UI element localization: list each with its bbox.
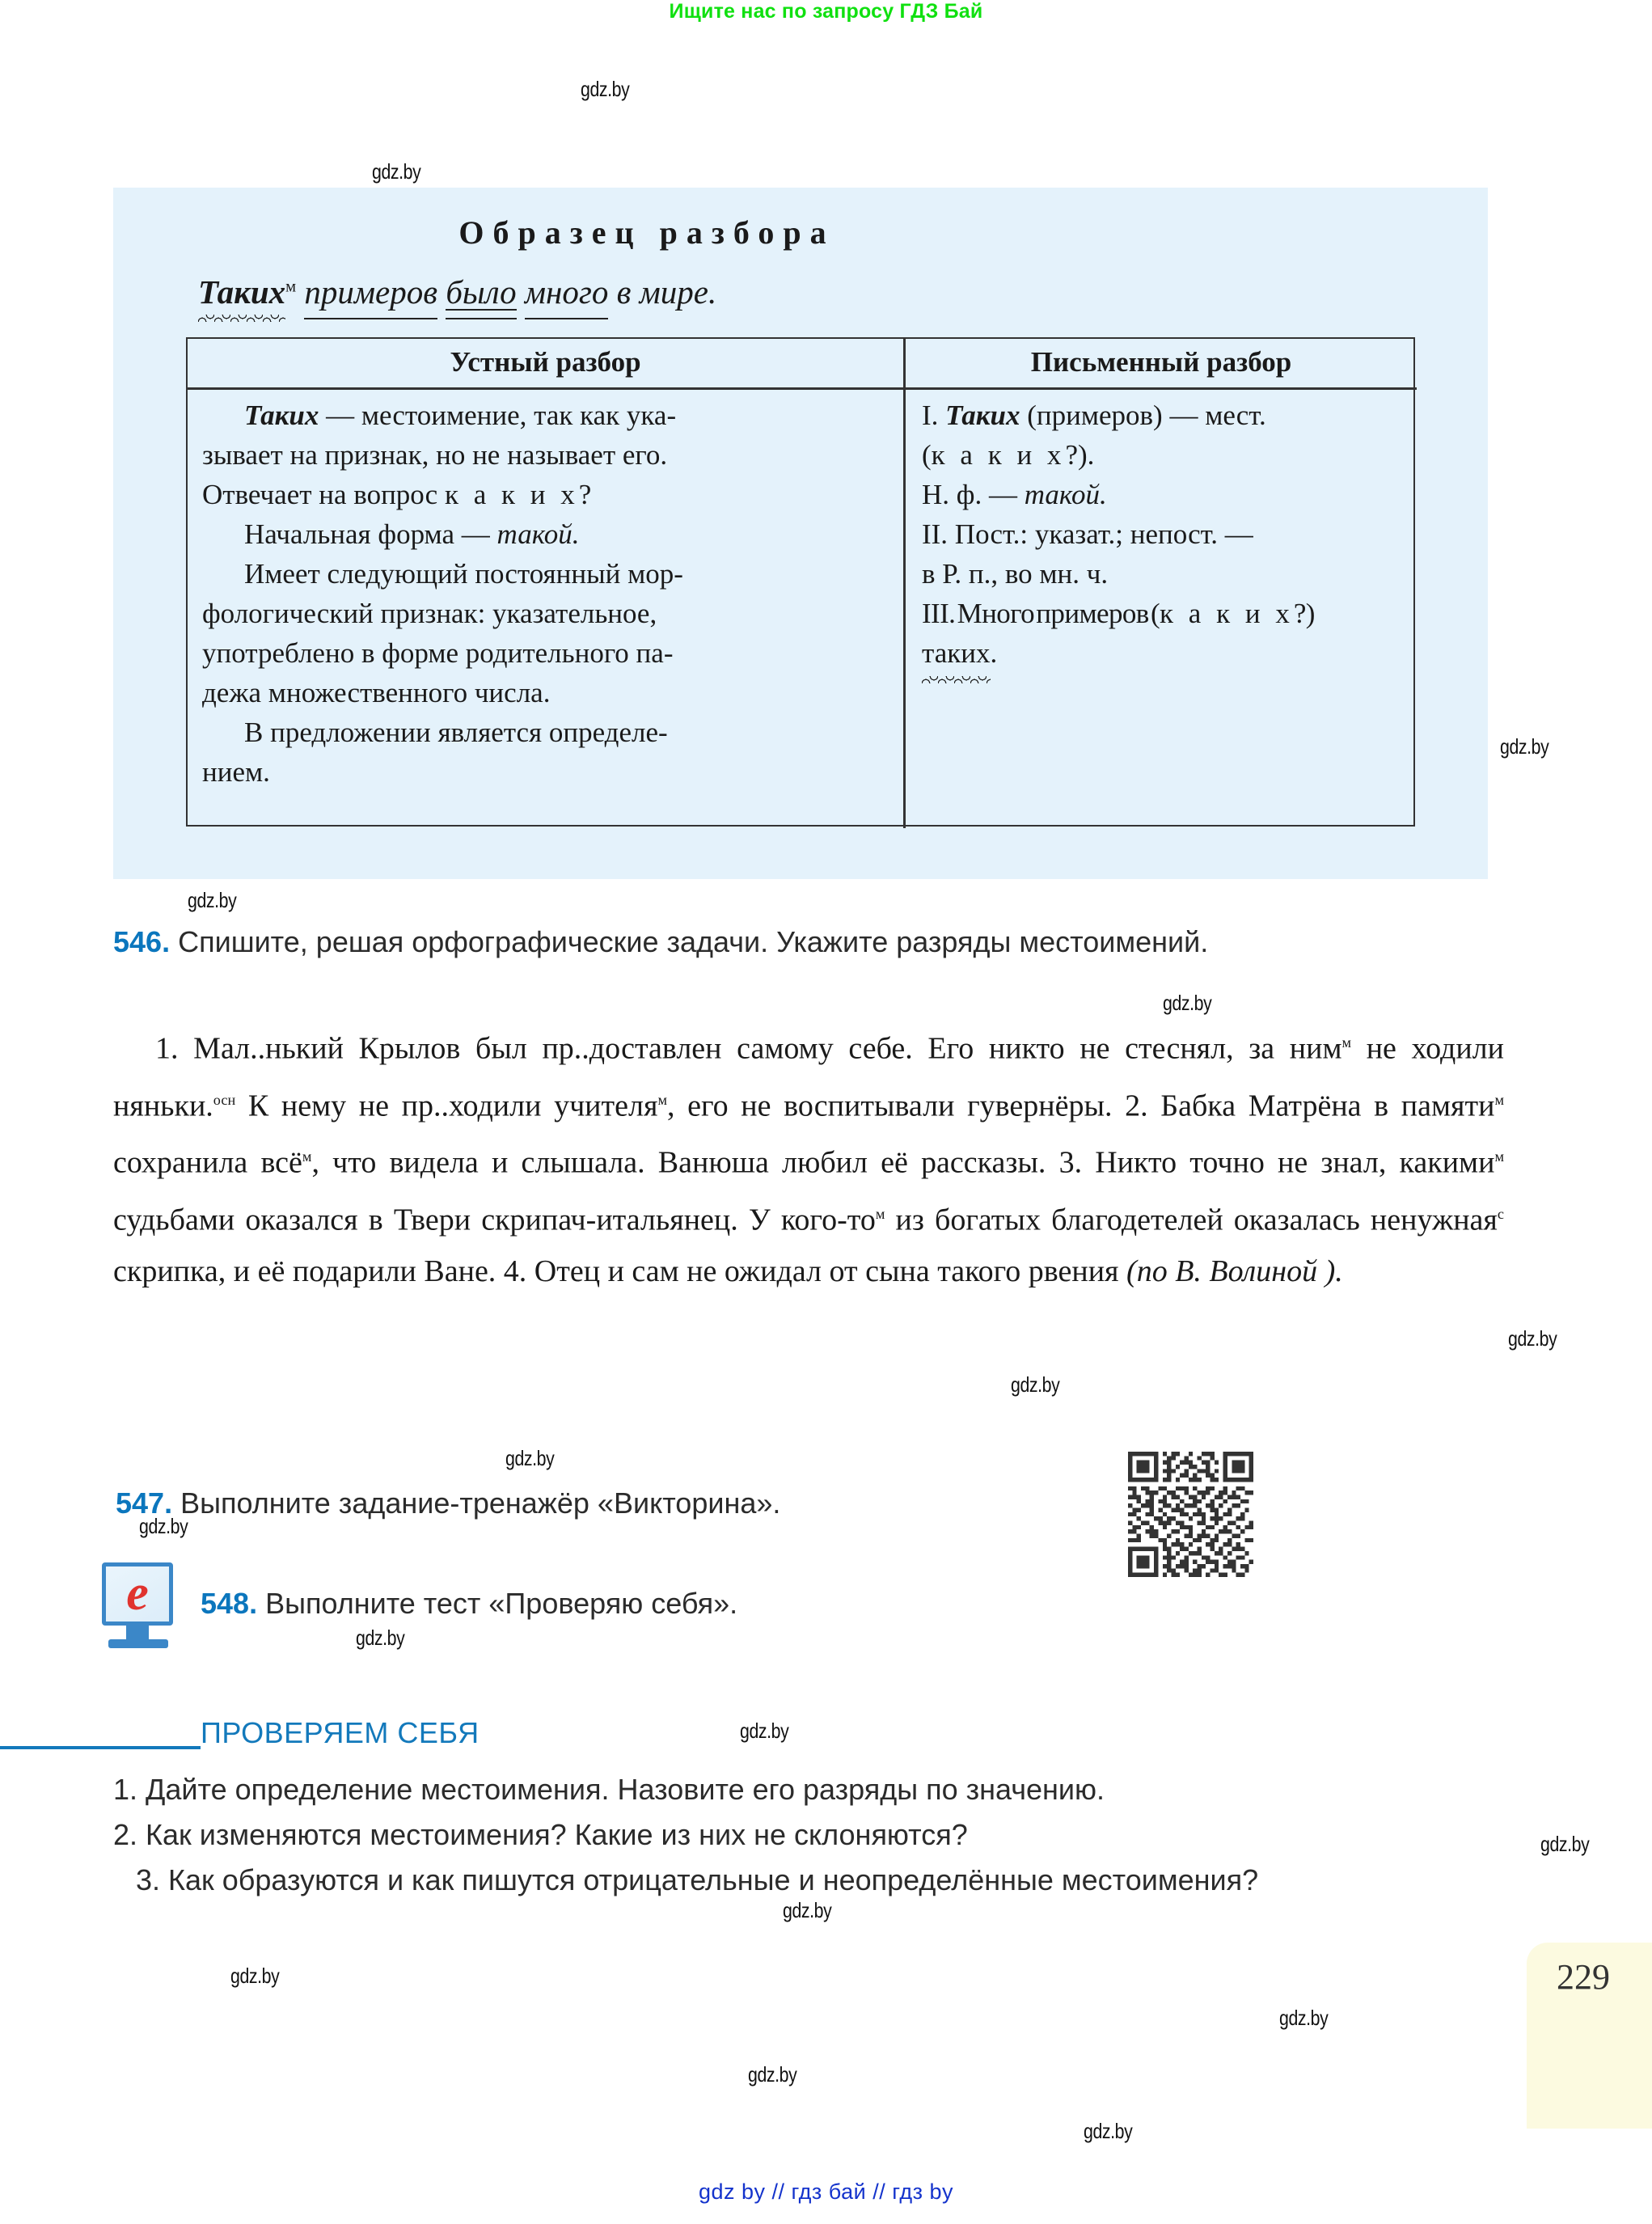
sample-analysis-box (113, 188, 1488, 879)
exercise-548-instruction (201, 1582, 1171, 1625)
sentence-word-mnogo: много (524, 273, 609, 311)
watermark: gdz.by (372, 159, 421, 184)
check-question-1: 1. Дайте определение местоимения. Назовите его разряды по значению. (113, 1773, 1105, 1806)
watermark: gdz.by (505, 1446, 555, 1470)
watermark: gdz.by (1279, 2006, 1329, 2030)
monitor-neck (126, 1626, 149, 1639)
table-header-written: Письменный разбор (1030, 346, 1292, 378)
sentence-word-bylo: было (446, 273, 517, 311)
page-number: 229 (1557, 1957, 1610, 1997)
monitor-base (108, 1639, 168, 1648)
check-question-3: 3. Как образуются и как пишутся отрицательные и неопределённые местоимения? (136, 1863, 1259, 1896)
exercise-546-instruction-text: Спишите, решая орфографические задачи. Укажите разряды местоимений. (178, 925, 1209, 958)
footer-links: gdz by // гдз бай // гдз by (698, 2180, 954, 2204)
table-header-divider (188, 387, 1417, 390)
watermark: gdz.by (230, 1964, 280, 1988)
exercise-548-number: 548. (201, 1587, 258, 1620)
exercise-546-number: 546. (113, 925, 171, 958)
qr-code-icon[interactable] (1128, 1452, 1253, 1577)
sentence-sup-m: м (285, 277, 297, 296)
table-cell-written: I. Таких (примеров) — мест. (к а к и х?). Н. ф. — такой. II. Пост.: указат.; непост. — в Р. п., во мн. ч. III. Много примеров (к а к и х?) таких. (922, 395, 1407, 673)
table-header-oral: Устный разбор (450, 346, 641, 378)
watermark: gdz.by (139, 1514, 188, 1538)
watermark: gdz.by (1163, 991, 1212, 1015)
check-question-2: 2. Как изменяются местоимения? Какие из них не склоняются? (113, 1818, 968, 1851)
exercise-547-number: 547. (116, 1486, 173, 1520)
promo-banner: Ищите нас по запросу ГДЗ Бай (669, 0, 983, 23)
table-column-divider (903, 339, 906, 828)
exercise-546-source: (по В. Волиной ). (1126, 1254, 1343, 1288)
analysis-table (186, 337, 1415, 827)
check-section-title: ПРОВЕРЯЕМ СЕБЯ (201, 1716, 480, 1749)
e-resource-monitor-icon (97, 1562, 186, 1660)
monitor-screen (102, 1562, 173, 1626)
sample-sentence (198, 273, 716, 311)
table-cell-oral: Таких — местоимение, так как ука- зывает на признак, но не называет его. Отвечает на вопрос к а к и х? Начальная форма — такой. Имеет следующий постоянный мор- фологический признак: указательное, употреблено в форме родительного па- дежа множественного числа. В предложении является определе- нием. (202, 400, 683, 788)
exercise-547-instruction-text: Выполните задание-тренажёр «Викторина». (180, 1486, 781, 1520)
exercise-548-instruction-text: Выполните тест «Проверяю себя». (265, 1587, 738, 1620)
sentence-word-primerov: примеров (304, 273, 438, 311)
check-section-rule (0, 1746, 201, 1749)
watermark: gdz.by (1508, 1326, 1557, 1351)
watermark: gdz.by (356, 1626, 405, 1650)
watermark: gdz.by (1011, 1372, 1060, 1397)
watermark: gdz.by (740, 1719, 789, 1743)
watermark: gdz.by (581, 77, 630, 101)
watermark: gdz.by (188, 888, 237, 912)
watermark: gdz.by (1540, 1832, 1590, 1856)
watermark: gdz.by (1500, 734, 1549, 759)
watermark: gdz.by (783, 1898, 832, 1922)
watermark: gdz.by (748, 2062, 797, 2087)
monitor-letter-e: e (126, 1566, 149, 1621)
sentence-word-takih: Таких (198, 273, 286, 311)
sample-analysis-title: Образец разбора (458, 214, 835, 251)
sentence-word-vmire: в мире. (616, 273, 717, 311)
watermark: gdz.by (1084, 2119, 1133, 2143)
exercise-546-instruction (113, 920, 1504, 963)
exercise-547-instruction (116, 1482, 1086, 1524)
exercise-546-body: 1. Мал..нький Крылов был пр..доставлен самому себе. Его никто не стеснял, за ним$^м$ не ходили няньки.$^{осн}$ К нему не пр..ходили учителя$^м$, его не воспитывали гувернёры. 2. Бабка Матрёна в памяти$^м$ сохранила всё$^м$, что видела и слышала. Ванюша любил её рассказы. 3. Никто точно не знал, какими$^м$ судьбами оказался в Твери скрипач-итальянец. У кого-$то^м$ из богатых благодетелей оказалась ненужная$^с$ скрипка, и её подарили Ване. 4. Отец и сам не ожидал от сына такого рвения (по В. Волиной ). (113, 1031, 1505, 1288)
